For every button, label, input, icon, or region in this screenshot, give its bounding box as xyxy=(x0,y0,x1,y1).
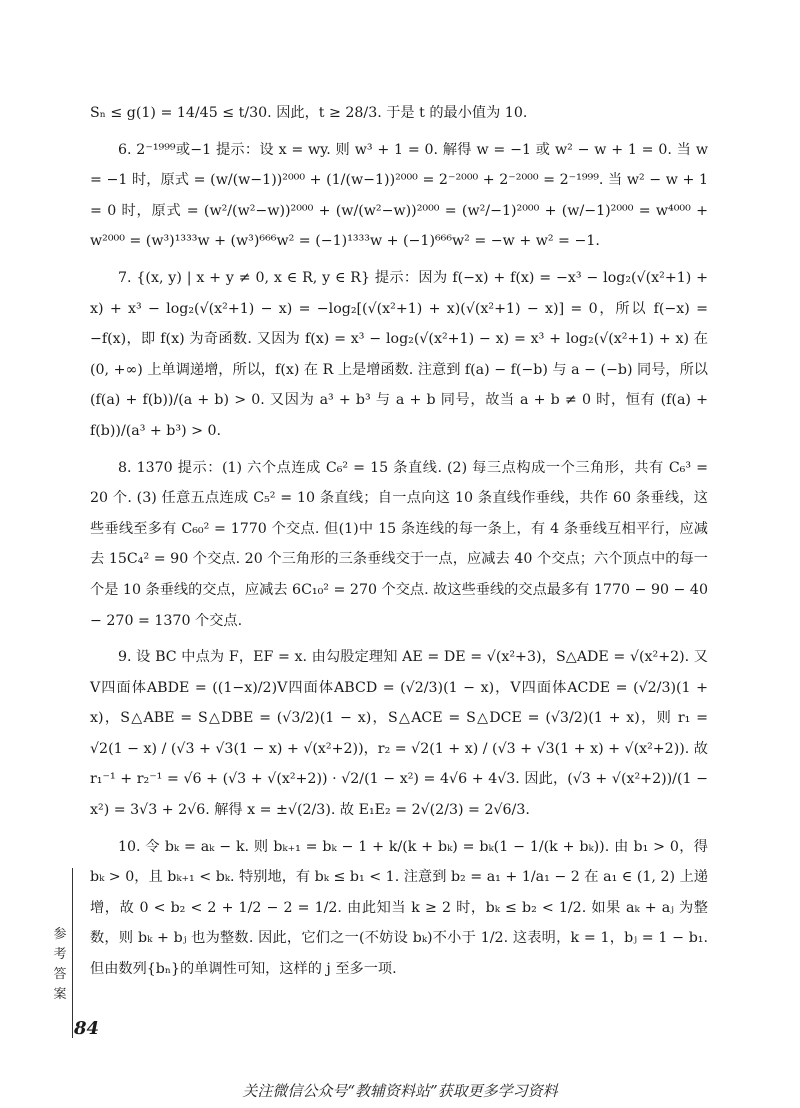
side-tab-char: 考 xyxy=(53,947,67,962)
side-rule xyxy=(72,868,73,1038)
page-number: 84 xyxy=(74,1018,100,1039)
side-tab-reference-answers xyxy=(50,925,70,1005)
side-tab-char: 参 xyxy=(53,927,67,942)
footer-watermark: 关注微信公众号“教辅资料站”获取更多学习资料 xyxy=(242,1082,558,1100)
answer-6: 6. 2⁻¹⁹⁹⁹或−1 提示：设 x = wy. 则 w³ + 1 = 0. 解得 w = −1 或 w² − w + 1 = 0. 当 w = −1 时，原式 = (w/(w−1))²⁰⁰⁰ + (1/(w−1))²⁰⁰⁰ = 2⁻²⁰⁰⁰ + 2⁻²⁰⁰⁰ = 2⁻¹⁹⁹⁹. 当 w² − w + 1 = 0 时，原式 = (w²/(w²−w))²⁰⁰⁰ + (w/(w²−w))²⁰⁰⁰ = (w²/−1)²⁰⁰⁰ + (w/−1)²⁰⁰⁰ = w⁴⁰⁰⁰ + w²⁰⁰⁰ = (w³)¹³³³w + (w³)⁶⁶⁶w² = (−1)¹³³³w + (−1)⁶⁶⁶w² = −w + w² = −1. xyxy=(90,141,708,250)
answer-8: 8. 1370 提示：(1) 六个点连成 C₆² = 15 条直线. (2) 每三点构成一个三角形，共有 C₆³ = 20 个. (3) 任意五点连成 C₅² = 10 条直线；自一点向这 10 条直线作垂线，共作 60 条垂线，这些垂线至多有 C₆₀² = 1770 个交点. 但(1)中 15 条连线的每一条上，有 4 条垂线互相平行，应减去 15C₄² = 90 个交点. 20 个三角形的三条垂线交于一点，应减去 40 个交点；六个顶点中的每一个是 10 条垂线的交点，应减去 6C₁₀² = 270 个交点. 故这些垂线的交点最多有 1770 − 90 − 40 − 270 = 1370 个交点. xyxy=(90,459,708,629)
side-tab-char: 案 xyxy=(53,987,67,1002)
side-tab-char: 答 xyxy=(53,967,67,982)
answer-text-body xyxy=(90,98,708,991)
answer-9: 9. 设 BC 中点为 F，EF = x. 由勾股定理知 AE = DE = √(x²+3)，S△ADE = √(x²+2). 又 V四面体ABDE = ((1−x)/2)V四面体ABCD = (√2/3)(1 − x)，V四面体ACDE = (√2/3)(1 + x)，S△ABE = S△DBE = (√3/2)(1 − x)，S△ACE = S△DCE = (√3/2)(1 + x)，则 r₁ = √2(1 − x) / (√3 + √3(1 − x) + √(x²+2))，r₂ = √2(1 + x) / (√3 + √3(1 + x) + √(x²+2)). 故 r₁⁻¹ + r₂⁻¹ = √6 + (√3 + √(x²+2)) · √2/(1 − x²) = 4√6 + 4√3. 因此，(√3 + √(x²+2))/(1 − x²) = 3√3 + 2√6. 解得 x = ±√(2/3). 故 E₁E₂ = 2√(2/3) = 2√6/3. xyxy=(90,649,708,819)
answer-10: 10. 令 bₖ = aₖ − k. 则 bₖ₊₁ = bₖ − 1 + k/(k + bₖ) = bₖ(1 − 1/(k + bₖ)). 由 b₁ > 0，得 bₖ > 0，且 bₖ₊₁ < bₖ. 特别地，有 bₖ ≤ b₁ < 1. 注意到 b₂ = a₁ + 1/a₁ − 2 在 a₁ ∈ (1, 2) 上递增，故 0 < b₂ < 2 + 1/2 − 2 = 1/2. 由此知当 k ≥ 2 时，bₖ ≤ b₂ < 1/2. 如果 aₖ + aⱼ 为整数，则 bₖ + bⱼ 也为整数. 因此，它们之一(不妨设 bₖ)不小于 1/2. 这表明，k = 1，bⱼ = 1 − b₁. 但由数列{bₙ}的单调性可知，这样的 j 至多一项. xyxy=(90,838,708,978)
paragraph-s-n-conclusion: Sₙ ≤ g(1) = 14/45 ≤ t/30. 因此，t ≥ 28/3. 于是 t 的最小值为 10. xyxy=(90,105,528,121)
answer-7: 7. {(x, y) | x + y ≠ 0, x ∈ R, y ∈ R} 提示：因为 f(−x) + f(x) = −x³ − log₂(√(x²+1) + x) + x³ − log₂(√(x²+1) − x) = −log₂[(√(x²+1) + x)(√(x²+1) − x)] = 0，所以 f(−x) = −f(x)，即 f(x) 为奇函数. 又因为 f(x) = x³ − log₂(√(x²+1) − x) = x³ + log₂(√(x²+1) + x) 在 (0, +∞) 上单调递增，所以，f(x) 在 R 上是增函数. 注意到 f(a) − f(−b) 与 a − (−b) 同号，所以 (f(a) + f(b))/(a + b) > 0. 又因为 a³ + b³ 与 a + b 同号，故当 a + b ≠ 0 时，恒有 (f(a) + f(b))/(a³ + b³) > 0. xyxy=(90,269,708,439)
